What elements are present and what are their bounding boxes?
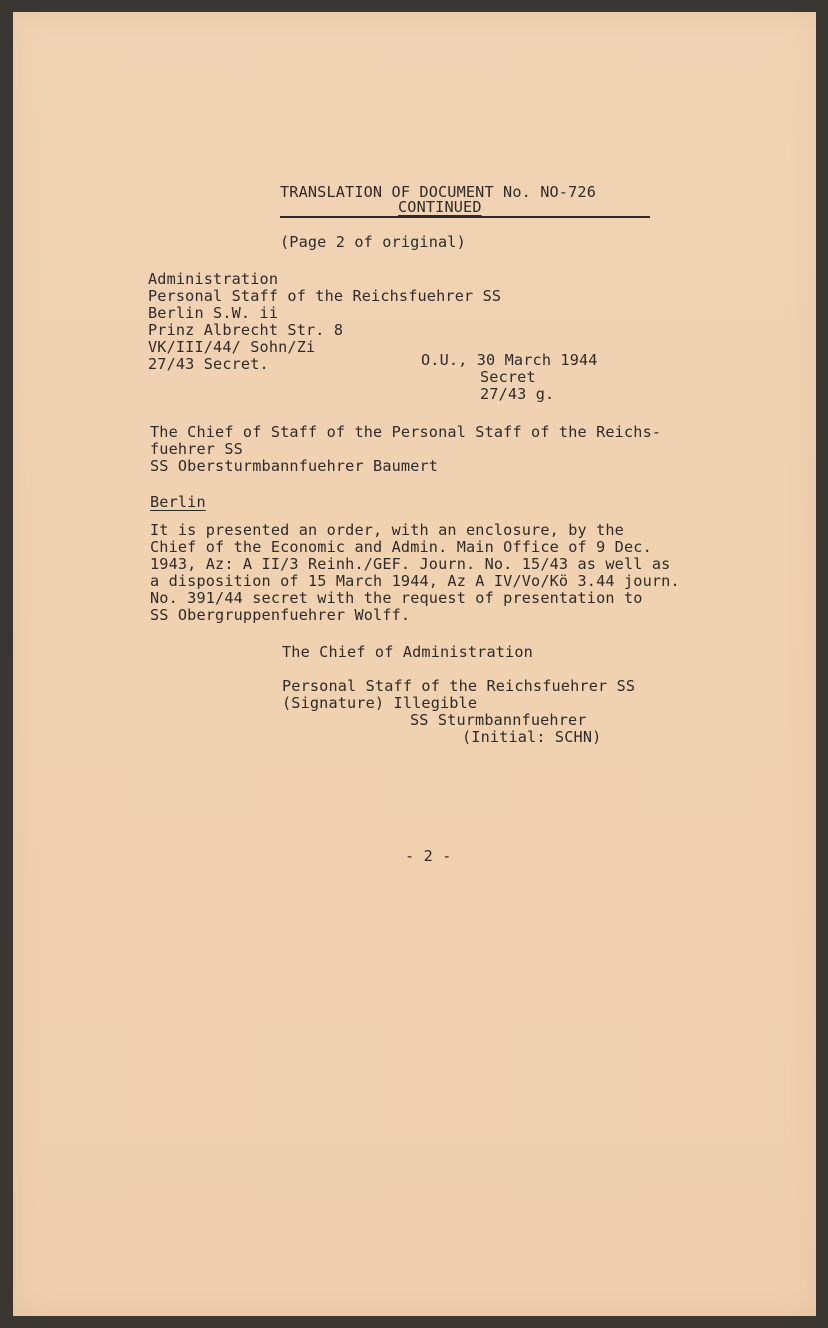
sender-line-4: Prinz Albrecht Str. 8 [148, 321, 344, 339]
body-line-6: SS Obergruppenfuehrer Wolff. [150, 606, 411, 624]
body-line-4: a disposition of 15 March 1944, Az A IV/Vo/Kö 3.44 journ. [150, 572, 680, 590]
document-title: TRANSLATION OF DOCUMENT No. NO-726 [280, 183, 596, 201]
reference-number-line: 27/43 g. [480, 385, 555, 403]
body-line-5: No. 391/44 secret with the request of presentation to [150, 589, 643, 607]
body-line-1: It is presented an order, with an enclosure, by the [150, 521, 624, 539]
document-subtitle: CONTINUED [398, 198, 482, 216]
body-line-3: 1943, Az: A II/3 Reinh./GEF. Journ. No. 15/43 as well as [150, 555, 671, 573]
closing-line-2: Personal Staff of the Reichsfuehrer SS [282, 677, 636, 695]
signature-line: (Signature) Illegible [282, 694, 478, 712]
addressee-line-3: SS Obersturmbannfuehrer Baumert [150, 457, 439, 475]
sender-line-2: Personal Staff of the Reichsfuehrer SS [148, 287, 502, 305]
rank-line: SS Sturmbannfuehrer [410, 711, 587, 729]
place-heading: Berlin [150, 493, 206, 511]
sender-line-5: VK/III/44/ Sohn/Zi [148, 338, 316, 356]
sender-line-1: Administration [148, 270, 279, 288]
title-rule [280, 216, 650, 218]
addressee-line-1: The Chief of Staff of the Personal Staff of the Reichs- [150, 423, 662, 441]
addressee-line-2: fuehrer SS [150, 440, 243, 458]
sender-line-3: Berlin S.W. ii [148, 304, 279, 322]
initial-line: (Initial: SCHN) [462, 728, 602, 746]
page-reference: (Page 2 of original) [280, 233, 466, 251]
classification-line: Secret [480, 368, 536, 386]
body-line-2: Chief of the Economic and Admin. Main Office of 9 Dec. [150, 538, 652, 556]
document-page [13, 12, 816, 1316]
sender-line-6: 27/43 Secret. [148, 355, 269, 373]
closing-line-1: The Chief of Administration [282, 643, 533, 661]
page-number: - 2 - [405, 847, 452, 865]
date-line: O.U., 30 March 1944 [421, 351, 598, 369]
